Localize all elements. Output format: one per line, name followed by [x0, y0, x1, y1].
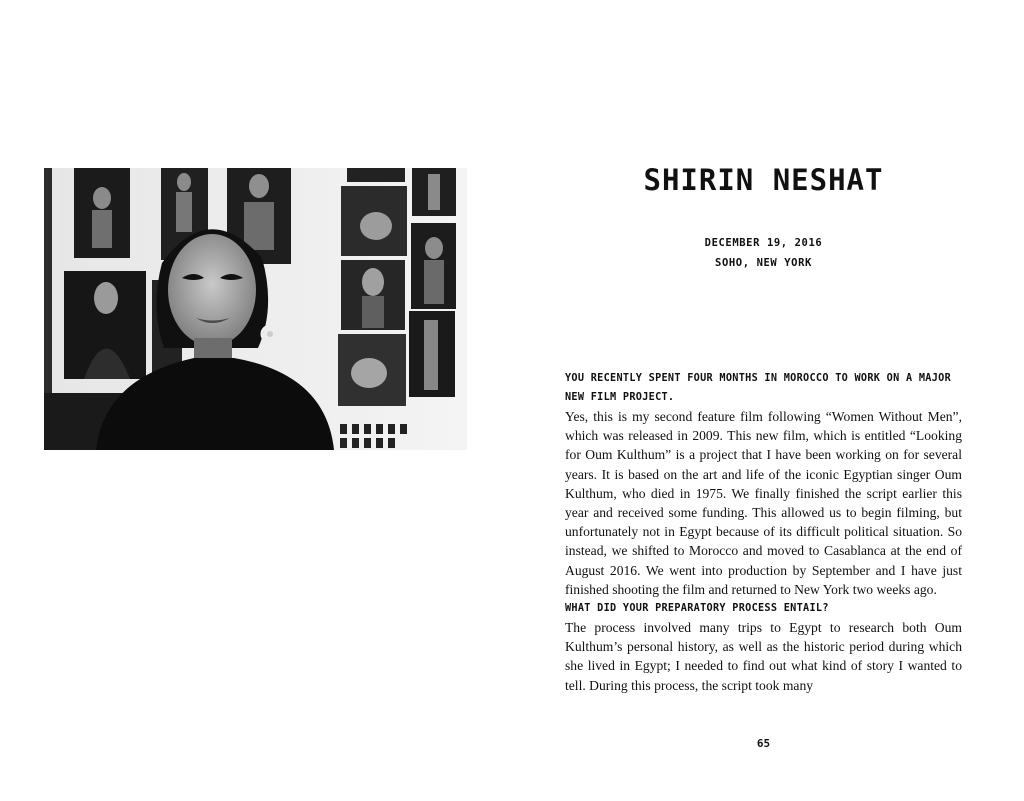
page-title: SHIRIN NESHAT	[643, 163, 884, 197]
artist-portrait-photo	[44, 168, 467, 450]
interview-date: DECEMBER 19, 2016	[704, 237, 823, 249]
interview-question: YOU RECENTLY SPENT FOUR MONTHS IN MOROCCO TO WORK ON A MAJOR NEW FILM PROJECT.	[565, 373, 952, 403]
interview-text	[565, 369, 962, 695]
right-page	[565, 0, 962, 801]
portrait-photo-icon	[44, 168, 467, 450]
page-number: 65	[756, 737, 771, 750]
interview-location: SOHO, NEW YORK	[715, 257, 812, 269]
interview-answer: The process involved many trips to Egypt to research both Oum Kulthum’s personal history, as well as the historic period during which she lived in Egypt; I needed to find out what kind of story I wanted to tell. During this process, the script took many	[565, 620, 962, 693]
interview-question: WHAT DID YOUR PREPARATORY PROCESS ENTAIL?	[565, 603, 829, 615]
interview-answer: Yes, this is my second feature film following “Women Without Men”, which was released in 2009. This new film, which is entitled “Looking for Oum Kulthum” is a project that I have been working on for several years. It is based on the art and life of the iconic Egyptian singer Oum Kulthum, who died in 1975. We finally finished the script earlier this year and received some funding. This allowed us to begin filming, but unfortunately not in Egypt because of its difficult political situation. So instead, we shifted to Morocco and moved to Casablanca at the end of August 2016. We went into production by September and I have just finished shooting the film and returned to New York two weeks ago.	[565, 409, 962, 597]
